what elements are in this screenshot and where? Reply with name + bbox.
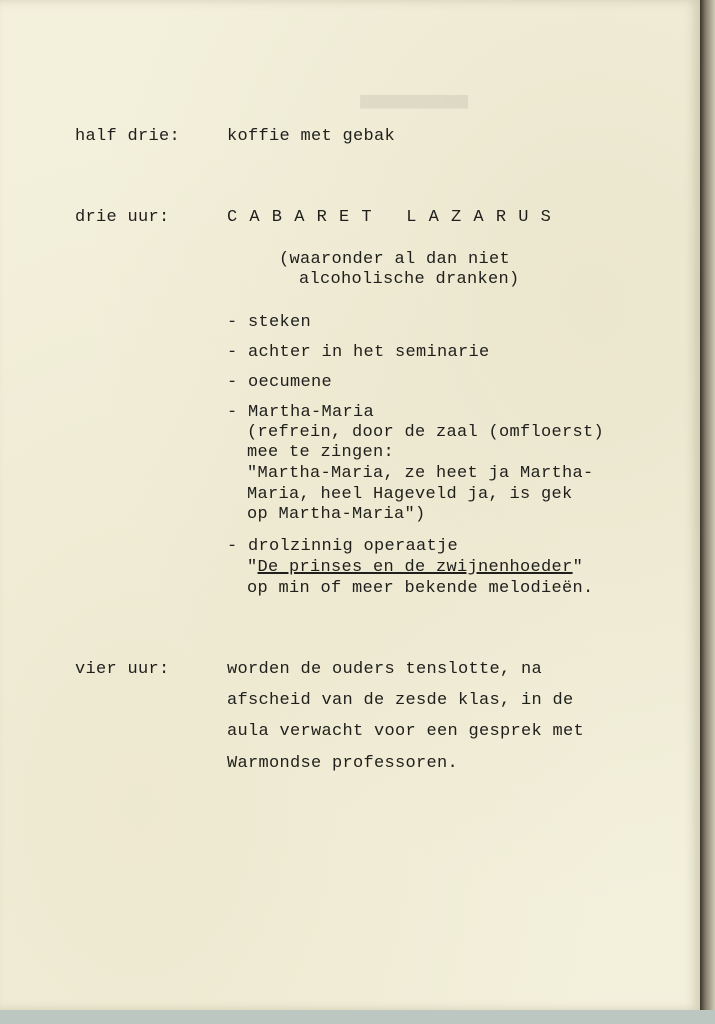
program-item: - drolzinnig operaatje <box>227 537 459 556</box>
program-item-detail: Maria, heel Hageveld ja, is gek <box>247 485 573 504</box>
operetta-title: De prinses en de zwijnenhoeder <box>257 558 573 577</box>
cabaret-note: (waaronder al dan niet <box>279 250 511 269</box>
time-label: drie uur: <box>75 208 170 227</box>
bleed-through-text: ███████████████ <box>360 95 469 109</box>
cabaret-note: alcoholische dranken) <box>299 270 520 289</box>
quote-mark: " <box>247 558 258 577</box>
program-item-detail: (refrein, door de zaal (omfloerst) <box>247 423 605 442</box>
program-item: - Martha-Maria <box>227 403 375 422</box>
cabaret-title: C A B A R E T L A Z A R U S <box>227 208 552 227</box>
program-item-detail: op min of meer bekende melodieën. <box>247 579 594 598</box>
page-bottom-edge <box>0 1010 715 1024</box>
schedule-item: koffie met gebak <box>227 127 396 146</box>
operetta-title-line <box>247 558 583 578</box>
closing-text: Warmondse professoren. <box>227 754 459 773</box>
time-label: half drie: <box>75 127 181 146</box>
page-edge <box>700 0 715 1024</box>
closing-text: aula verwacht voor een gesprek met <box>227 722 585 741</box>
closing-text: worden de ouders tenslotte, na <box>227 660 543 679</box>
closing-text: afscheid van de zesde klas, in de <box>227 691 574 710</box>
program-item-detail: "Martha-Maria, ze heet ja Martha- <box>247 464 594 483</box>
program-item: - steken <box>227 313 312 332</box>
time-label: vier uur: <box>75 660 170 679</box>
program-item-detail: op Martha-Maria") <box>247 505 426 524</box>
quote-mark: " <box>572 558 584 577</box>
program-item-detail: mee te zingen: <box>247 443 395 462</box>
program-item: - achter in het seminarie <box>227 343 490 362</box>
program-item: - oecumene <box>227 373 333 392</box>
